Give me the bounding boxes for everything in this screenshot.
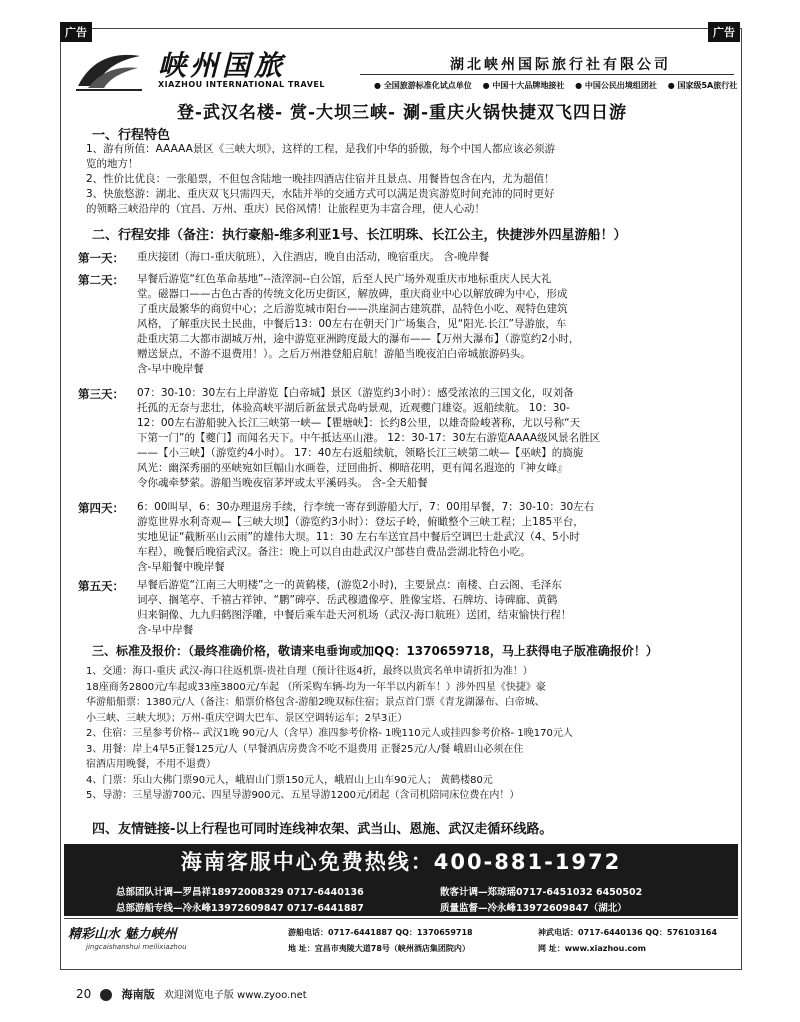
text-line: 词亭、搁笔亭、千禧古祥钟、“鹏”碑亭、岳武穆遗像亭、胜像宝塔、石牌坊、诗碑廊、黄鹤: [137, 594, 558, 606]
text-line: 重庆接团（海口-重庆航班），入住酒店，晚自由活动，晚宿重庆。 含-晚岸餐: [137, 251, 490, 263]
text-line: 宿酒店用晚餐，不用不退费）: [86, 759, 216, 770]
wave-logo-icon: [74, 46, 144, 92]
day-text: [137, 578, 571, 638]
text-line: 早餐后游览“江南三大明楼”之一的黄鹤楼，(游览2小时)，主要景点：南楼、白云阁、毛泽东: [137, 579, 562, 591]
text-line: 堂。磁器口——古色古香的传统文化历史街区，解放碑，重庆商业中心以解放碑为中心，形成: [137, 288, 568, 300]
office-phone: 神武电话：0717-6440136 QQ：576103164: [538, 928, 718, 937]
section-heading-links: 四、友情链接-以上行程也可同时连线神农架、武当山、恩施、武汉走循环线路。: [92, 822, 553, 837]
text-line: 含-早中晚岸餐: [137, 363, 204, 375]
text-line: 小三峡、三峡大坝》；万州-重庆空调大巴车、景区空调转运车；2早3正）: [86, 712, 408, 724]
text-line: 车程），晚餐后晚宿武汉。备注：晚上可以自由赴武汉户部巷自费品尝湖北特色小吃。: [137, 546, 531, 558]
address: 地 址：宜昌市夷陵大道78号（峡州酒店集团院内）: [288, 944, 470, 953]
section-heading-pricing: 三、标准及报价：（最终准确价格，敬请来电垂询或加QQ：1370659718，马上获得电子版准确报价！）: [92, 644, 658, 658]
contact-item: 总部游船专线—冷永峰13972609847 0717-6441887: [116, 903, 364, 914]
text-line: 托孤的无奈与悲壮，体验高峡平湖后新盆景式岛屿景观，近观夔门雄姿。返船续航。 10：30-: [137, 402, 570, 414]
logo-english: XIAZHOU INTERNATIONAL TRAVEL: [158, 80, 325, 89]
text-line: 了重庆最繁华的商贸中心；之后游览城市阳台——洪崖洞古建筑群，品特色小吃、观特色建筑: [137, 303, 568, 315]
text-line: 07：30-10：30左右上岸游览【白帝城】景区（游览约3小时）：感受浓浓的三国文化，叹刘备: [137, 387, 574, 399]
text-line: 风光：幽深秀丽的巫峡宛如巨幅山水画卷，迂回曲折、柳暗花明，更有闻名遐迩的『神女峰』: [137, 462, 568, 474]
edition-label: 海南版: [121, 988, 155, 1001]
boat-phone: 游船电话：0717-6441887 QQ：1370659718: [288, 928, 473, 937]
day-label: 第二天：: [78, 273, 124, 287]
text-line: 2、性价比优良：一张船票，不但包含陆地一晚挂四酒店住宿并且景点、用餐皆包含在内，尤为超值！: [86, 173, 555, 185]
text-line: 含-早中岸餐: [137, 624, 194, 636]
text-line: 3、快旅悠游：湖北、重庆双飞只需四天，水陆并举的交通方式可以满足贵宾游览时间充沛的同时更好: [86, 188, 555, 200]
cert-list: [374, 80, 745, 91]
text-line: 赴重庆第二大都市湖城万州，途中游览亚洲跨度最大的瀑布——【万州大瀑布】（游览约2小时，: [137, 333, 580, 345]
footer: [64, 918, 738, 958]
cert-item: ● 全国旅游标准化试点单位: [374, 81, 472, 90]
site-note: 欢迎浏览电子版 www.zyoo.net: [163, 990, 307, 1001]
hotline-banner: 海南客服中心免费热线：400-881-1972: [64, 844, 738, 880]
day-text: [137, 272, 579, 377]
ad-tag-right: 广告: [708, 22, 740, 42]
text-line: 5、导游：三星导游700元、四星导游900元、五星导游1200元/团起（含司机陪同床位费在内！）: [86, 790, 520, 801]
brand-logo-icon: [100, 989, 112, 1001]
day-label: 第五天：: [78, 579, 124, 593]
text-line: 2、住宿：三星参考价格-- 武汉1晚 90元/人（含早）准四参考价格- 1晚110元人或挂四参考价格- 1晚170元人: [86, 728, 573, 739]
logo-text: 峡州国旅: [158, 49, 287, 82]
day-label: 第一天：: [78, 251, 124, 265]
text-line: 游览世界水利奇观—【三峡大坝】（游览约3小时）：登坛子岭，俯瞰整个三峡工程；上185平台，: [137, 516, 584, 528]
text-line: 下第一门”的【夔门】而闻名天下。中午抵达巫山港。 12：30-17：30左右游览AAAA级风景名胜区: [137, 432, 601, 444]
day-label: 第三天：: [78, 387, 124, 401]
cert-item: ● 国家级5A旅行社: [667, 81, 738, 90]
page-footer: [76, 986, 307, 1002]
text-line: 12：00左右游船驶入长江三峡第一峡—【瞿塘峡】：长约8公里，以雄奇险峻著称，尤以号称“天: [137, 417, 581, 429]
features-text: [86, 142, 555, 217]
text-line: 18座商务2800元/车起或33座3800元/车起 （所采购车辆-均为一年半以内新车！）涉外四星《快捷》豪: [86, 681, 546, 693]
text-line: 1、交通：海口-重庆 武汉-海口往返机票-贵社自理（预计往返4折，最终以贵宾名单申请折扣为准！）: [86, 666, 533, 677]
contact-item: 总部团队计调—罗昌祥18972008329 0717-6440136: [116, 887, 364, 898]
text-line: 华游船船票：1380元/人（备注：船票价格包含-游船2晚双标住宿；景点首门票《青龙湖瀑布、白帝城、: [86, 697, 545, 708]
text-line: 含-早船餐中晚岸餐: [137, 561, 225, 573]
pricing-text: [86, 664, 573, 804]
text-line: ——【小三峡】（游览约4小时）。 17：40左右返船续航，领略长江三峡第二峡—【巫峡】的旖旎: [137, 447, 584, 459]
text-line: 令你魂牵梦萦。游船当晚夜宿茅坪或太平溪码头。 含-全天船餐: [137, 477, 428, 489]
text-line: 实地见证“截断巫山云雨”的雄伟大坝。11：30 左右车送宜昌中餐后空调巴士赴武汉（4、5小时: [137, 531, 580, 543]
text-line: 览的地方！: [86, 158, 139, 170]
text-line: 早餐后游览“红色革命基地”--渣滓洞--白公馆，后至人民广场外观重庆市地标重庆人民大礼: [137, 273, 552, 285]
section-heading-features: 一、行程特色: [92, 128, 171, 143]
text-line: 1、游有所值：AAAAA景区《三峡大坝》，这样的工程，是我们中华的骄傲，每个中国人都应该必须游: [86, 143, 556, 155]
page-title: 登-武汉名楼- 赏-大坝三峡- 涮-重庆火锅快捷双飞四日游: [176, 103, 628, 123]
text-line: 3、用餐：岸上4早5正餐125元/人（早餐酒店房费含不吃不退费用 正餐25元/人/餐 峨眉山必须在住: [86, 743, 524, 755]
header: [68, 42, 738, 96]
text-line: 赠送景点，不游不退费用！）。之后万州港登船启航！游船当晚夜泊白帝城旅游码头。: [137, 348, 531, 360]
text-line: 4、门票：乐山大佛门票90元人，峨眉山门票150元人，峨眉山上山车90元人； 黄鹤楼80元: [86, 774, 493, 786]
cert-item: ● 中国公民出境组团社: [575, 81, 657, 90]
website: 网 址：www.xiazhou.com: [538, 944, 646, 953]
slogan-pinyin: jingcaishanshui meilixiazhou: [86, 943, 187, 951]
divider: [360, 74, 734, 75]
contact-panel: [64, 880, 738, 916]
contact-item: 散客计调—郑琼瑶0717-6451032 6450502: [440, 887, 643, 898]
day-text: [137, 386, 600, 491]
text-line: 6：00叫早，6：30办理退房手续，行李统一寄存到游船大厅，7：00用早餐，7：30-10：30左右: [137, 501, 595, 513]
page-number: 20: [76, 987, 92, 1001]
slogan: 精彩山水 魅力峡州: [68, 927, 177, 942]
company-name: 湖北峡州国际旅行社有限公司: [450, 57, 671, 73]
day-label: 第四天：: [78, 501, 124, 515]
ad-tag-left: 广告: [60, 22, 92, 42]
day-text: [137, 250, 489, 265]
text-line: 风格，了解重庆民土民曲，中餐后13：00左右在朝天门广场集合，见“阳光.长江”导游旅，车: [137, 318, 567, 330]
text-line: 归来铜像、九九归鹤图浮雕，中餐后乘车赴天河机场（武汉-海口航班）送团，结束愉快行程！: [137, 609, 572, 621]
day-text: [137, 500, 594, 575]
text-line: 的领略三峡沿岸的（宜昌、万州、重庆）民俗风情！让旅程更为丰富合理，使人心动！: [86, 203, 485, 215]
cert-item: ● 中国十大品牌地接社: [482, 81, 565, 90]
section-heading-itinerary: 二、行程安排（备注：执行豪船-维多利亚1号、长江明珠、长江公主，快捷涉外四星游船！）: [92, 228, 627, 243]
contact-item: 质量监督—冷永峰13972609847（湖北）: [440, 903, 627, 914]
